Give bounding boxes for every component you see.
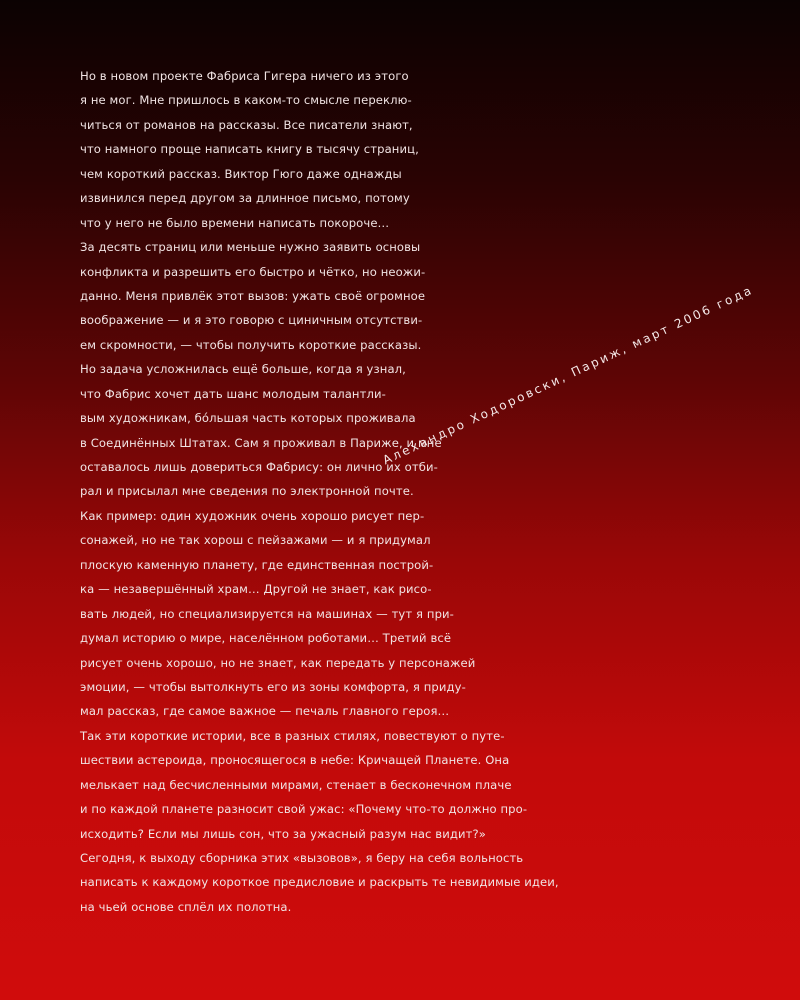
text-line: что Фабрис хочет дать шанс молодым талантли- [80,386,386,401]
text-line: исходить? Если мы лишь сон, что за ужасный разум нас видит?» [80,826,486,841]
text-line: чем короткий рассказ. Виктор Гюго даже однажды [80,166,402,181]
text-line: что у него не было времени написать покороче… [80,215,390,230]
author-signature: Алехандро Ходоровски, Париж, март 2006 года [380,282,756,468]
text-line: За десять страниц или меньше нужно заявить основы [80,240,421,255]
text-line: ем скромности, — чтобы получить короткие рассказы. [80,337,422,352]
text-line: Сегодня, к выходу сборника этих «вызовов», я беру на себя вольность [80,851,524,865]
text-line: рал и присылал мне сведения по электронной почте. [80,484,414,499]
text-line: извинился перед другом за длинное письмо, потому [80,191,410,206]
text-line: мелькает над бесчисленными мирами, стенает в бесконечном плаче [80,777,512,792]
text-line: что намного проще написать книгу в тысячу страниц, [80,142,419,157]
text-line: сонажей, но не так хорош с пейзажами — и я придумал [80,533,431,548]
text-line: на чьей основе сплёл их полотна. [80,899,292,914]
text-line: эмоции, — чтобы вытолкнуть его из зоны комфорта, я приду- [80,679,466,694]
text-line: написать к каждому короткое предисловие и раскрыть те невидимые идеи, [80,875,559,890]
text-line: думал историю о мире, населённом роботами… Третий всё [80,631,452,646]
text-line: я не мог. Мне пришлось в каком-то смысле переклю- [80,93,412,108]
text-line: в Соединённых Штатах. Сам я проживал в Париже, и мне [80,435,442,450]
text-line: рисует очень хорошо, но не знает, как передать у персонажей [80,655,476,670]
text-line: плоскую каменную планету, где единственная построй- [80,557,434,572]
text-line: мал рассказ, где самое важное — печаль главного героя… [80,704,450,719]
text-line: конфликта и разрешить его быстро и чётко, но неожи- [80,264,426,279]
text-line: ка — незавершённый храм… Другой не знает, как рисо- [80,582,432,597]
text-line: данно. Меня привлёк этот вызов: ужать своё огромное [80,288,426,303]
text-line: воображение — и я это говорю с циничным отсутстви- [80,313,423,328]
text-line: Так эти короткие истории, все в разных стилях, повествуют о путе- [80,728,505,743]
text-line: читься от романов на рассказы. Все писатели знают, [80,117,413,132]
text-line: Как пример: один художник очень хорошо рисует пер- [80,508,425,523]
text-line: вать людей, но специализируется на машинах — тут я при- [80,606,454,621]
text-line: шествии астероида, проносящегося в небе: Кричащей Планете. Она [80,753,510,768]
text-line: Но задача усложнилась ещё больше, когда я узнал, [80,362,406,377]
text-line: оставалось лишь довериться Фабрису: он лично их отби- [80,460,438,474]
text-line: и по каждой планете разносит свой ужас: «Почему что-то должно про- [80,802,528,817]
body-text [80,64,559,919]
text-line: вым художникам, бóльшая часть которых проживала [80,411,416,426]
text-line: Но в новом проекте Фабриса Гигера ничего из этого [80,69,409,83]
